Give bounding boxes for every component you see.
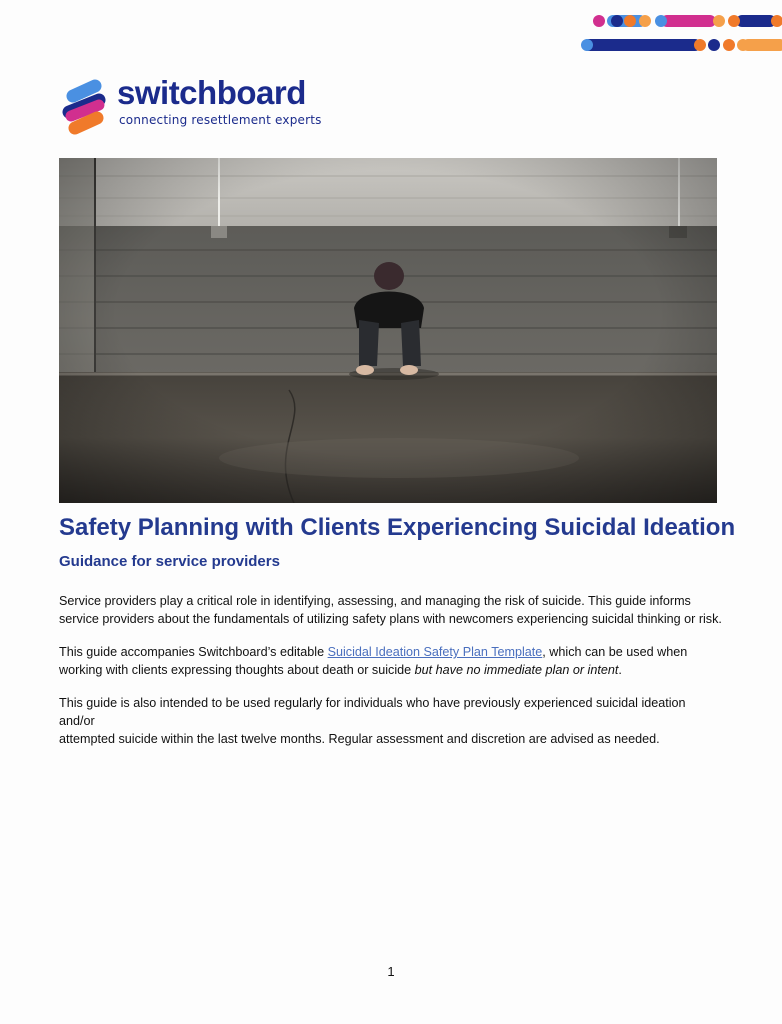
- document-title: Safety Planning with Clients Experiencing Suicidal Ideation: [59, 514, 736, 541]
- p2-end: .: [618, 663, 622, 677]
- page-number: 1: [387, 964, 395, 979]
- template-paragraph: [59, 643, 724, 679]
- switchboard-logo[interactable]: [59, 74, 349, 136]
- brand-name: switchboard: [117, 74, 306, 111]
- p3-line2: attempted suicide within the last twelve months. Regular assessment and discretion are advised as needed.: [59, 732, 660, 746]
- p2-italic: but have no immediate plan or intent: [414, 663, 619, 677]
- p1-line2: service providers about the fundamentals of utilizing safety plans with newcomers experiencing suicidal thinking or risk.: [59, 612, 722, 626]
- switchboard-logo-icon: [59, 78, 109, 136]
- p2-before: This guide accompanies Switchboard’s editable: [59, 645, 328, 659]
- p2-line2: working with clients expressing thoughts about death or suicide: [59, 663, 415, 677]
- usage-paragraph: [59, 694, 724, 748]
- intro-paragraph: [59, 592, 724, 628]
- p3-line1: This guide is also intended to be used regularly for individuals who have previously experienced suicidal ideation and/or: [59, 696, 686, 728]
- p2-after: , which can be used when: [542, 645, 688, 659]
- document-subtitle: Guidance for service providers: [59, 553, 280, 570]
- hero-image: [59, 158, 717, 503]
- safety-plan-template-link[interactable]: Suicidal Ideation Safety Plan Template: [327, 645, 543, 659]
- brand-tagline: connecting resettlement experts: [119, 113, 322, 127]
- p1-line1: Service providers play a critical role in identifying, assessing, and managing the risk of suicide. This guide informs: [59, 594, 691, 608]
- header-decoration: [0, 0, 782, 60]
